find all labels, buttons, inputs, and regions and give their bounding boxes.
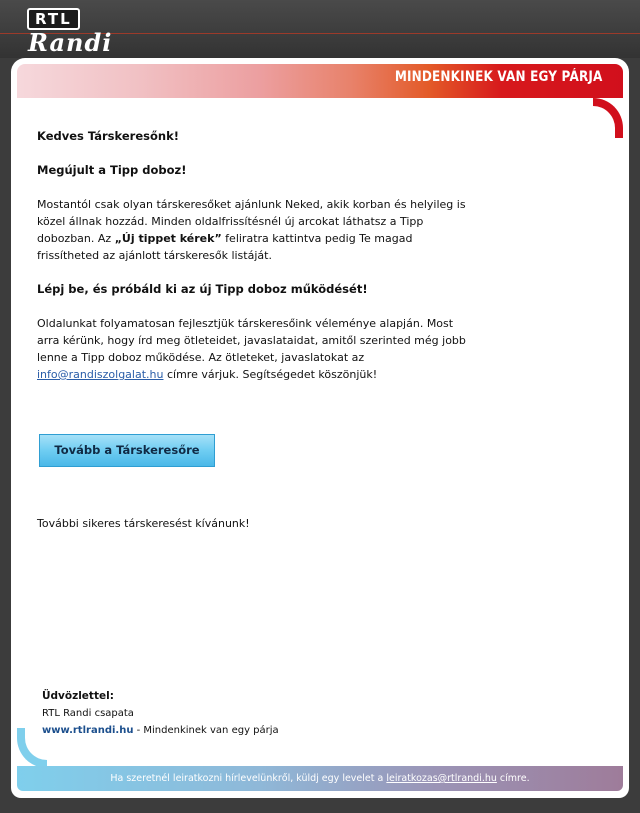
signature [42, 688, 279, 739]
headline: Megújult a Tipp doboz! [37, 163, 187, 177]
continue-button[interactable]: Tovább a Társkeresőre [39, 434, 215, 467]
unsubscribe-email-link[interactable]: leiratkozas@rtlrandi.hu [386, 773, 497, 784]
footer-text-b: címre. [496, 773, 530, 784]
signature-salutation: Üdvözlettel: [42, 690, 114, 702]
paragraph-intro [37, 196, 467, 264]
intro-text-b: feliratra kattintva pedig Te magad frissítheted az ajánlott társkeresők listáját. [37, 232, 413, 262]
footer-corner-decoration [17, 728, 47, 768]
greeting: Kedves Társkeresőnk! [37, 129, 179, 143]
site-link[interactable]: www.rtlrandi.hu [42, 725, 134, 736]
feedback-text-b: címre várjuk. Segítségedet köszönjük! [163, 368, 378, 381]
paragraph-feedback [37, 315, 467, 383]
site-suffix: - Mindenkinek van egy párja [133, 725, 279, 736]
feedback-text-a: Oldalunkat folyamatosan fejlesztjük társkeresőink véleménye alapján. Most arra kérünk, hogy írd meg ötleteidet, javaslataidat, amitől szerinted még jobb lenne a Tipp doboz működése. Az ötleteket, javaslatokat az [37, 317, 466, 364]
rtl-logo[interactable]: RTL [27, 8, 80, 30]
randi-logo[interactable]: Randi [28, 28, 113, 57]
message-body [37, 128, 467, 383]
banner-tagline: MINDENKINEK VAN EGY PÁRJA [395, 69, 603, 85]
signature-team: RTL Randi csapata [42, 708, 134, 719]
header-banner [17, 64, 623, 98]
intro-text-a: Mostantól csak olyan társkeresőket ajánlunk Neked, akik korban és helyileg is közel állnak hozzád. Minden oldalfrissítésnél új arcokat láthatsz a Tipp dobozban. Az [37, 198, 466, 245]
footer-text-a: Ha szeretnél leiratkozni hírlevelünkről, küldj egy levelet a [110, 773, 387, 784]
banner-corner-decoration [593, 98, 623, 138]
wish-text: További sikeres társkeresést kívánunk! [37, 517, 250, 530]
signature-site-line [42, 722, 279, 739]
footer-bar [17, 766, 623, 791]
email-frame [11, 58, 629, 798]
feedback-email-link[interactable]: info@randiszolgalat.hu [37, 368, 164, 381]
cta-heading: Lépj be, és próbáld ki az új Tipp doboz működését! [37, 282, 368, 296]
top-bar [0, 0, 640, 58]
intro-bold-phrase: „Új tippet kérek” [114, 232, 222, 245]
